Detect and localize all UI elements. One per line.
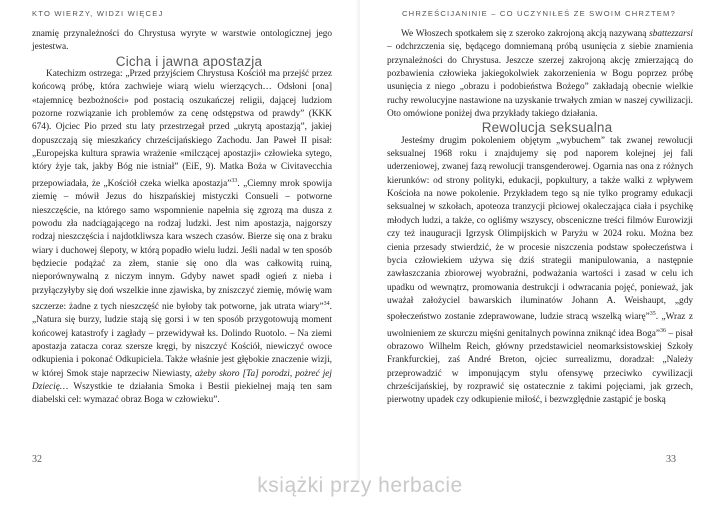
footnote-ref: 33: [231, 177, 238, 184]
body-text: . „Ciemny mrok spowija ziemię – mówił Jezus do hiszpańskiej mistyczki Consueli – potworne nieszczęście, na którego samo wspomnienie napełnia się zgrozą ma dusza z powodu zła nadciągającego na rodzaj ludzki. Jest nim apostazja, najgorszy rodzaj nieszczęścia i najdotkliwsza kara wszech czasów. Bierze się ona z braku wiary i duchowej ślepoty, w którą popadło wielu ludzi. Jeśli nadal w ten sposób będziecie podążać za złem, stanie się ono dla was całkowitą ruiną, nieporównywalną z niczym innym. Gdyby nawet spadł ogień z nieba i przyłączyłyby się doń wszelkie inne zjawiska, by zniszczyć ziemię, mówię wam szczerze: żadne z tych nieszczęść nie byłoby tak potworne, jak utrata wiary”: [32, 178, 332, 313]
right-page: [360, 0, 720, 512]
right-text-block: [387, 28, 693, 408]
left-body-paragraph: [32, 68, 332, 408]
footnote-ref: 34: [323, 300, 330, 307]
watermark-text: książki przy herbacie: [257, 474, 463, 497]
section-heading-apostazja: Cicha i jawna apostazja: [115, 53, 263, 69]
footnote-ref: 35: [649, 311, 656, 318]
body-text: . „Natura się burzy, ludzie stają się gorsi i w ten sposób przygotowują moment końcowej katastrofy i zagłady – przewidywał ks. Dolindo Ruotolo. – Na ziemi apostazja zatacza coraz szersze kręgi, by niszczyć Kościół, niewiczyć owoce odkupienia i pokonać Odkupiciela. Także właśnie jest głębokie znaczenie wizji, w której Smok staje naprzeciw Niewiasty,: [32, 302, 332, 379]
body-text: Katechizm ostrzega: „Przed przyjściem Chrystusa Kościół ma przejść przez końcową próbę, która zachwieje wiarą wielu wierzących… Odsłoni [ona] «tajemnicę bezbożności» pod postacią oszukańczej religii, dającej ludziom pozorne rozwiązanie ich problemów za cenę odstępstwa od prawdy” (KKK 674). Ojciec Pio przed stu laty przestrzegał przed „ukrytą apostazją”, jakiej dopuszczają się mieszkańcy chrześcijańskiego Zachodu. Jan Paweł II pisał: „Europejska kultura sprawia wrażenie «milczącej apostazji» człowieka sytego, który żyje tak, jakby Bóg nie istniał” (EiE, 9). Matka Boża w Civitavecchia przepowiadała, że „Kościół czeka wielka apostazja”: [32, 69, 332, 189]
body-text: – pisał obrazowo Wilhelm Reich, główny przedstawiciel neomarksistowskiej Szkoły Frankfurckiej, zaś André Breton, ojciec surrealizmu, doradzał: „Należy przeprowadzić w imponującym stylu ofensywę przeciwko cywilizacji chrześcijańskiej, by rozprawić się ostatecznie z takimi pojęciami, jak grzech, pierwotny upadek czy odkupienie miłość, i bezwzględnie zastąpić je boską: [387, 328, 694, 406]
body-text: – odchrzczenia się, będącego domniemaną próbą usunięcia z siebie znamienia przynależności do Chrystusa. Jeszcze szerzej zakrojoną akcję zmierzającą do pozbawienia człowieka jakiegokolwiek zakorzenienia w Bogu poprzez próbę usunięcia z niego „obrazu i podobieństwa Bożego” zakładają obecnie wielkie ruchy rewolucyjne nastawione na uzyskanie trwałych zmian w naszej cywilizacji. Oto omówione poniżej dwa przykłady takiego działania.: [387, 42, 693, 120]
right-intro-paragraph: [387, 28, 693, 121]
page-number-right: 33: [666, 454, 676, 465]
body-text: We Włoszech spotkałem się z szeroko zakrojoną akcją nazywaną: [401, 29, 650, 39]
body-text: . „Wraz z uwolnieniem ze skurczu mięśni genitalnych powinna zniknąć idea Boga”: [387, 312, 693, 339]
left-text-block: [32, 28, 332, 408]
body-text: Jesteśmy drugim pokoleniem objętym „wybuchem” tak zwanej rewolucji seksualnej 1968 roku i znajdujemy się pod naporem kolejnej jej fali uderzeniowej, zwanej fazą rewolucji transgenderowej. Ogarnia nas ona z różnych kierunków: od strony polityki, edukacji, popkultury, a także walki z wpływem Kościoła na nowe pokolenie. Przykładem tego są nie tylko programy edukacji seksualnej w szkołach, apoteoza tranzycji płciowej okaleczająca ciała i psychikę młodych ludzi, a także, co ogliśmy wszyscy, obsceniczne treści filmów Eurowizji czy też inauguracji Igrzysk Olimpijskich w Paryżu w 2024 roku. Można bez cienia przesady stwierdzić, że w procesie niszczenia podstaw społeczeństwa i bycia człowiekiem używa się dziś strategii manipulowania, a następnie zawłaszczania zbiorowej wyobraźni, podważania wartości i zasad w celu ich upadku od wewnątrz, promowania destrukcji i odwracania pojęć, ponieważ, jak uważał założyciel bawarskich iluminatów Johann A. Weishaupt, „gdy społeczeństwo zostanie zdeprawowane, ludzie stracą wszelką wiarę”: [387, 135, 693, 323]
section-heading-rewolucja: Rewolucja seksualna: [481, 120, 613, 136]
footnote-ref: 36: [660, 327, 667, 334]
italic-quote: ażeby skoro [Ta] porodzi, pożreć jej Dziecię…: [32, 368, 332, 393]
right-body-paragraph: [387, 135, 693, 408]
running-head-left: KTO WIERZY, WIDZI WIĘCEJ: [32, 9, 164, 18]
left-intro-paragraph: znamię przynależności do Chrystusa wyryte w warstwie ontologicznej jego jestestwa.: [32, 29, 332, 53]
italic-term: sbattezzarsi: [649, 29, 693, 39]
body-text: Wszystkie te działania Smoka i Bestii piekielnej mają ten sam diabelski cel: wymazać obraz Boga w człowieku”.: [32, 382, 332, 406]
running-head-right: CHRZEŚCIJANINIE – CO UCZYNIŁEŚ ZE SWOIM CHRZTEM?: [401, 9, 676, 18]
page-number-left: 32: [32, 454, 42, 465]
